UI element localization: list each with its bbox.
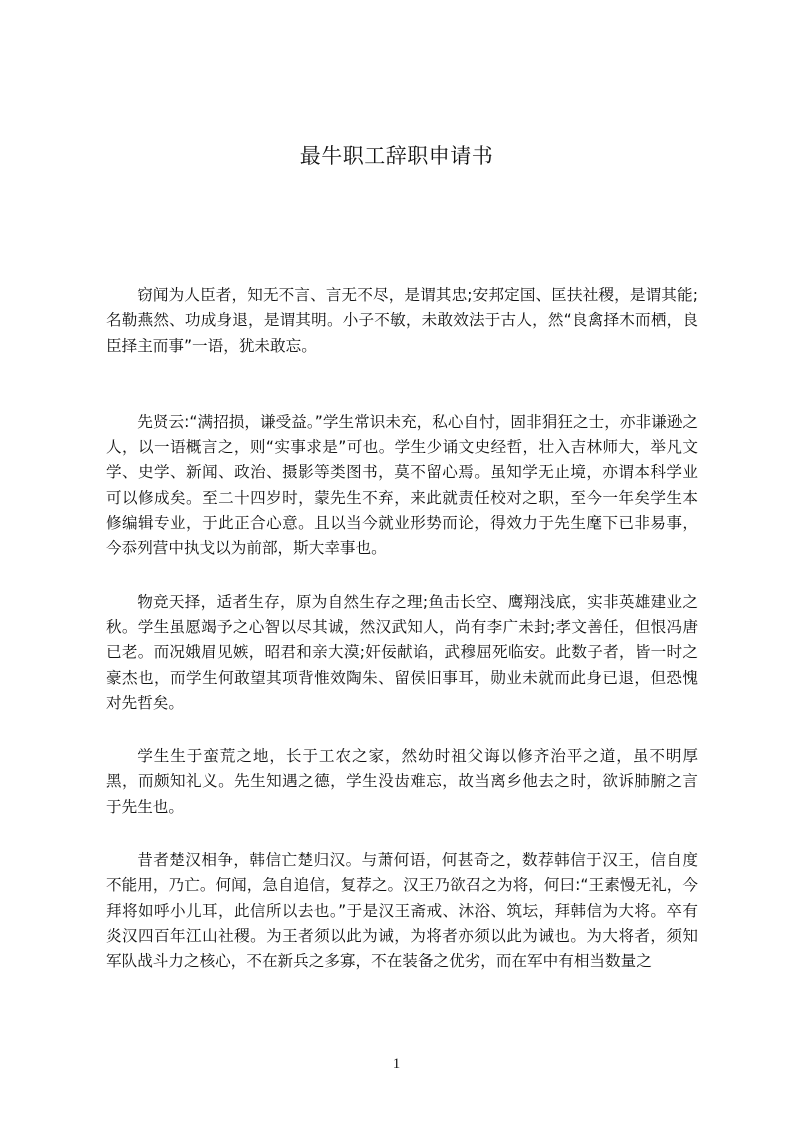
page-title: 最牛职工辞职申请书 xyxy=(299,144,494,168)
paragraph-3: 物竞天择，适者生存，原为自然生存之理;鱼击长空、鹰翔浅底，实非英雄建业之秋。学生虽愿竭予之心智以尽其诚，然汉武知人，尚有李广未封;孝文善任，但恨冯唐已老。而况娥眉见嫉，昭君和亲大漠;奸佞献谄，武穆屈死临安。此数子者，皆一时之豪杰也，而学生何敢望其项背惟效陶朱、留侯旧事耳，勋业未就而此身已退，但恐愧对先哲矣。 xyxy=(106,592,698,712)
paragraph-5: 昔者楚汉相争，韩信亡楚归汉。与萧何语，何甚奇之，数荐韩信于汉王，信自度不能用，乃亡。何闻，急自追信，复荐之。汉王乃欲召之为将，何曰:“王素慢无礼，今拜将如呼小儿耳，此信所以去也。”于是汉王斋戒、沐浴、筑坛，拜韩信为大将。卒有炎汉四百年江山社稷。为王者须以此为诫，为将者亦须以此为诫也。为大将者，须知军队战斗力之核心，不在新兵之多寡，不在装备之优劣，而在军中有相当数量之 xyxy=(106,851,698,971)
paragraph-2: 先贤云:“满招损，谦受益。”学生常识未充，私心自忖，固非狷狂之士，亦非谦逊之人，以一语概言之，则“实事求是”可也。学生少诵文史经哲，壮入吉林师大，举凡文学、史学、新闻、政治、摄影等类图书，莫不留心焉。虽知学无止境，亦谓本科学业可以修成矣。至二十四岁时，蒙先生不弃，来此就责任校对之职，至今一年矣学生本修编辑专业，于此正合心意。且以当今就业形势而论，得效力于先生麾下已非易事，今忝列营中执戈以为前部，斯大幸事也。 xyxy=(106,412,698,558)
document-body xyxy=(106,283,698,975)
paragraph-gap xyxy=(106,716,698,744)
paragraph-1: 窃闻为人臣者，知无不言、言无不尽，是谓其忠;安邦定国、匡扶社稷，是谓其能;名勒燕然、功成身退，是谓其明。小子不敏，未敢效法于古人，然“良禽择木而栖，良臣择主而事”一语，犹未敢忘。 xyxy=(106,286,698,355)
paragraph-gap xyxy=(106,562,698,590)
paragraph-4: 学生生于蛮荒之地，长于工农之家，然幼时祖父诲以修齐治平之道，虽不明厚黑，而颇知礼义。先生知遇之德，学生没齿难忘，故当离乡他去之时，欲诉肺腑之言于先生也。 xyxy=(106,747,698,816)
paragraph-gap xyxy=(106,359,698,410)
paragraph-gap xyxy=(106,820,698,848)
page-number: 1 xyxy=(392,1056,401,1072)
